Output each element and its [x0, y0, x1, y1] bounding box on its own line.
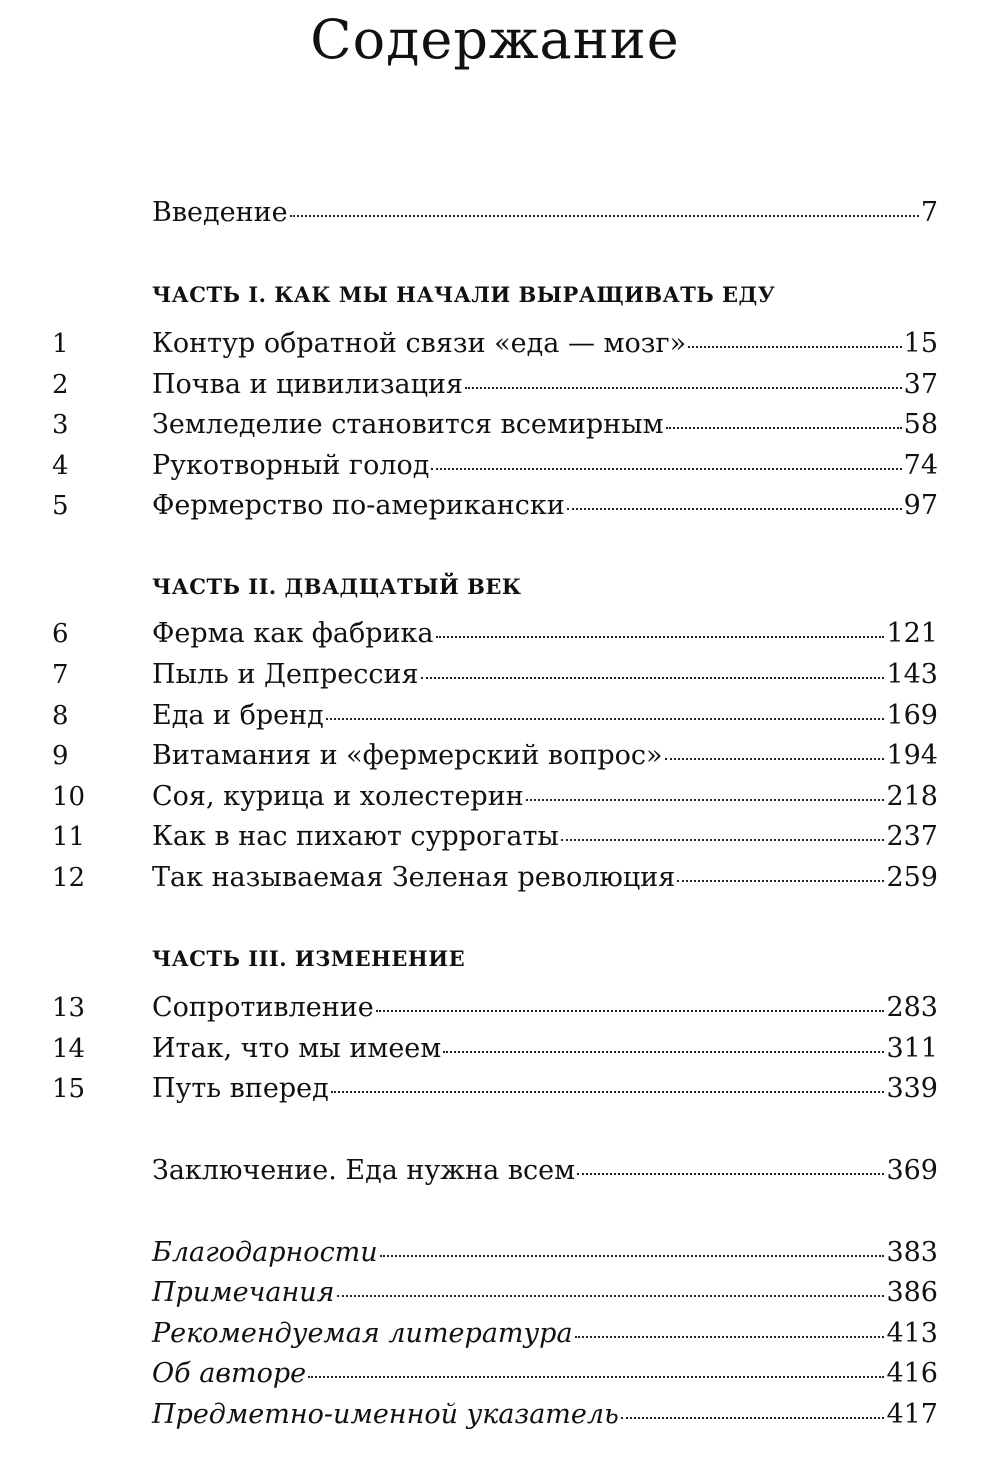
toc-page-number: 7 — [920, 197, 938, 228]
dot-leader — [331, 1091, 885, 1093]
toc-entry-title: Предметно-именной указатель — [152, 1399, 619, 1430]
dot-leader — [677, 880, 884, 882]
toc-entry-title: Фермерство по-американски — [152, 490, 565, 521]
toc-entry-title: Благодарности — [152, 1237, 378, 1268]
toc-entry-title: Итак, что мы имеем — [152, 1033, 442, 1064]
toc-entry-title: Земледелие становится всемирным — [152, 409, 664, 440]
chapter-number: 6 — [52, 619, 69, 649]
toc-chapter-10[interactable] — [0, 780, 990, 814]
toc-entry-title: Сопротивление — [152, 992, 374, 1023]
toc-entry-title: Соя, курица и холестерин — [152, 781, 524, 812]
toc-page-number: 416 — [886, 1358, 938, 1389]
toc-entry-title: Заключение. Еда нужна всем — [152, 1155, 576, 1186]
toc-page-number: 259 — [886, 862, 938, 893]
dot-leader — [308, 1376, 884, 1378]
toc-chapter-12[interactable] — [0, 861, 990, 895]
toc-chapter-14[interactable] — [0, 1032, 990, 1066]
part-heading-3: ЧАСТЬ III. ИЗМЕНЕНИЕ — [152, 946, 466, 971]
toc-chapter-4[interactable] — [0, 449, 990, 483]
toc-chapter-1[interactable] — [0, 327, 990, 361]
toc-entry-title: Рукотворный голод — [152, 450, 430, 481]
dot-leader — [380, 1255, 885, 1257]
chapter-number: 5 — [52, 491, 69, 521]
dot-leader — [561, 839, 885, 841]
toc-chapter-6[interactable] — [0, 617, 990, 651]
toc-entry-acknowledgements[interactable] — [0, 1236, 990, 1270]
toc-chapter-11[interactable] — [0, 820, 990, 854]
chapter-number: 11 — [52, 822, 86, 852]
dot-leader — [567, 508, 902, 510]
chapter-number: 14 — [52, 1034, 86, 1064]
toc-page-number: 121 — [886, 618, 938, 649]
toc-entry-title: Введение — [152, 197, 288, 228]
toc-page-number: 74 — [903, 450, 938, 481]
dot-leader — [431, 468, 901, 470]
chapter-number: 2 — [52, 370, 69, 400]
chapter-number: 10 — [52, 782, 86, 812]
toc-entry-about-author[interactable] — [0, 1357, 990, 1391]
toc-entry-title: Пыль и Депрессия — [152, 659, 419, 690]
toc-entry-conclusion[interactable] — [0, 1154, 990, 1188]
dot-leader — [666, 427, 902, 429]
dot-leader — [577, 1173, 884, 1175]
toc-chapter-5[interactable] — [0, 489, 990, 523]
chapter-number: 13 — [52, 993, 86, 1023]
toc-entry-intro[interactable] — [0, 196, 990, 230]
dot-leader — [688, 346, 901, 348]
toc-page-number: 413 — [886, 1318, 938, 1349]
toc-entry-notes[interactable] — [0, 1276, 990, 1310]
toc-page-number: 417 — [886, 1399, 938, 1430]
dot-leader — [526, 799, 885, 801]
toc-page-number: 283 — [886, 992, 938, 1023]
dot-leader — [436, 636, 885, 638]
toc-page-number: 311 — [886, 1033, 938, 1064]
toc-page-number: 143 — [886, 659, 938, 690]
toc-page-number: 15 — [903, 328, 938, 359]
toc-entry-title: Как в нас пихают суррогаты — [152, 821, 559, 852]
toc-chapter-15[interactable] — [0, 1072, 990, 1106]
part-heading-2: ЧАСТЬ II. ДВАДЦАТЫЙ ВЕК — [152, 574, 522, 599]
chapter-number: 3 — [52, 410, 69, 440]
toc-entry-recommended-reading[interactable] — [0, 1317, 990, 1351]
dot-leader — [665, 758, 885, 760]
dot-leader — [326, 718, 885, 720]
toc-page-number: 383 — [886, 1237, 938, 1268]
toc-page-number: 339 — [886, 1073, 938, 1104]
toc-page-number: 194 — [886, 740, 938, 771]
chapter-number: 4 — [52, 451, 69, 481]
toc-chapter-7[interactable] — [0, 658, 990, 692]
toc-entry-title: Путь вперед — [152, 1073, 329, 1104]
toc-entry-index[interactable] — [0, 1398, 990, 1432]
toc-entry-title: Почва и цивилизация — [152, 369, 464, 400]
dot-leader — [376, 1010, 885, 1012]
dot-leader — [421, 677, 885, 679]
chapter-number: 9 — [52, 741, 69, 771]
toc-entry-title: Еда и бренд — [152, 700, 324, 731]
dot-leader — [621, 1417, 885, 1419]
toc-chapter-3[interactable] — [0, 408, 990, 442]
toc-page-number: 218 — [886, 781, 938, 812]
toc-chapter-2[interactable] — [0, 368, 990, 402]
toc-entry-title: Контур обратной связи «еда — мозг» — [152, 328, 687, 359]
toc-page-number: 386 — [886, 1277, 938, 1308]
toc-page-number: 37 — [903, 369, 938, 400]
part-heading-1: ЧАСТЬ I. КАК МЫ НАЧАЛИ ВЫРАЩИВАТЬ ЕДУ — [152, 282, 776, 307]
chapter-number: 8 — [52, 701, 69, 731]
toc-chapter-8[interactable] — [0, 699, 990, 733]
dot-leader — [575, 1336, 885, 1338]
toc-entry-title: Рекомендуемая литература — [152, 1318, 573, 1349]
dot-leader — [337, 1295, 885, 1297]
toc-page-number: 369 — [886, 1155, 938, 1186]
chapter-number: 12 — [52, 863, 86, 893]
toc-entry-title: Витамания и «фермерский вопрос» — [152, 740, 663, 771]
dot-leader — [465, 387, 902, 389]
toc-entry-title: Об авторе — [152, 1358, 307, 1389]
toc-chapter-9[interactable] — [0, 739, 990, 773]
toc-chapter-13[interactable] — [0, 991, 990, 1025]
dot-leader — [290, 215, 919, 217]
toc-entry-title: Ферма как фабрика — [152, 618, 434, 649]
toc-page-number: 58 — [903, 409, 938, 440]
chapter-number: 15 — [52, 1074, 86, 1104]
dot-leader — [443, 1051, 884, 1053]
toc-entry-title: Примечания — [152, 1277, 335, 1308]
toc-page-number: 237 — [886, 821, 938, 852]
toc-entry-title: Так называемая Зеленая революция — [152, 862, 676, 893]
toc-page-number: 169 — [886, 700, 938, 731]
toc-page-number: 97 — [903, 490, 938, 521]
chapter-number: 1 — [52, 329, 69, 359]
page-title: Содержание — [310, 8, 680, 71]
chapter-number: 7 — [52, 660, 69, 690]
